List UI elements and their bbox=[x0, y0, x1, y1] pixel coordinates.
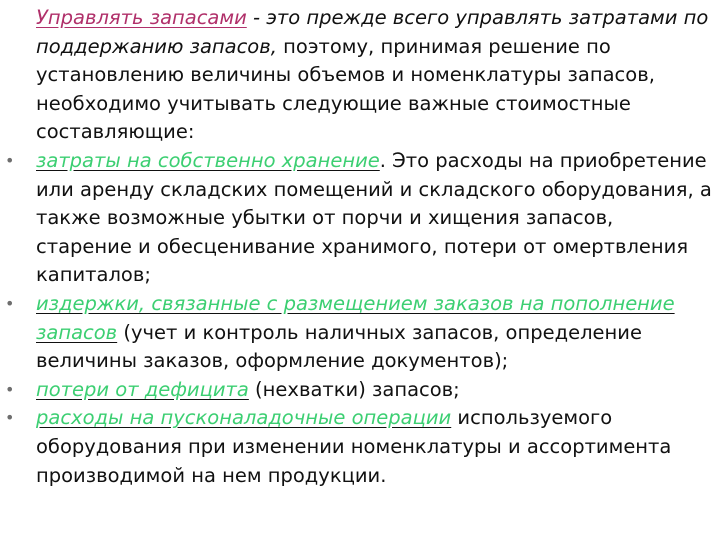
item-highlight: расходы на пусконаладочные операции bbox=[36, 406, 452, 430]
list-item-ordering-costs bbox=[5, 290, 714, 376]
item-text: используемого оборудования при изменении номенклатуры и ассортимента производимой на нем продукции. bbox=[36, 406, 672, 487]
list-item-storage-costs bbox=[5, 147, 714, 290]
list-item-setup-costs bbox=[5, 404, 714, 490]
bullet-marker: • bbox=[5, 379, 15, 399]
intro-highlight: Управлять запасами bbox=[36, 6, 247, 29]
item-highlight: издержки, связанные с размещением заказов на пополнение запасов bbox=[36, 291, 675, 344]
slide-body bbox=[5, 4, 714, 490]
bullet-marker: • bbox=[5, 293, 15, 313]
bullet-marker: • bbox=[5, 150, 15, 170]
item-text: (учет и контроль наличных запасов, определение величины заказов, оформление документов); bbox=[36, 320, 642, 373]
item-highlight: затраты на собственно хранение bbox=[36, 148, 380, 172]
item-highlight: потери от дефицита bbox=[36, 377, 249, 401]
intro-italic-text: - это прежде всего управлять затратами по поддержанию запасов, bbox=[36, 6, 709, 58]
bullet-marker: • bbox=[5, 408, 15, 428]
item-text: . Это расходы на приобретение или аренду складских помещений и складского оборудования, а также возможные убытки от порчи и хищения запасов, старение и обесценивание хранимого, потери от омертвления капиталов; bbox=[36, 148, 712, 287]
list-item-shortage-losses bbox=[5, 376, 714, 405]
item-text: (нехватки) запасов; bbox=[248, 377, 460, 401]
intro-text: поэтому, принимая решение по установлению величины объемов и номенклатуры запасов, необходимо учитывать следующие важные стоимостные составляющие: bbox=[36, 34, 655, 144]
intro-paragraph bbox=[36, 4, 714, 147]
